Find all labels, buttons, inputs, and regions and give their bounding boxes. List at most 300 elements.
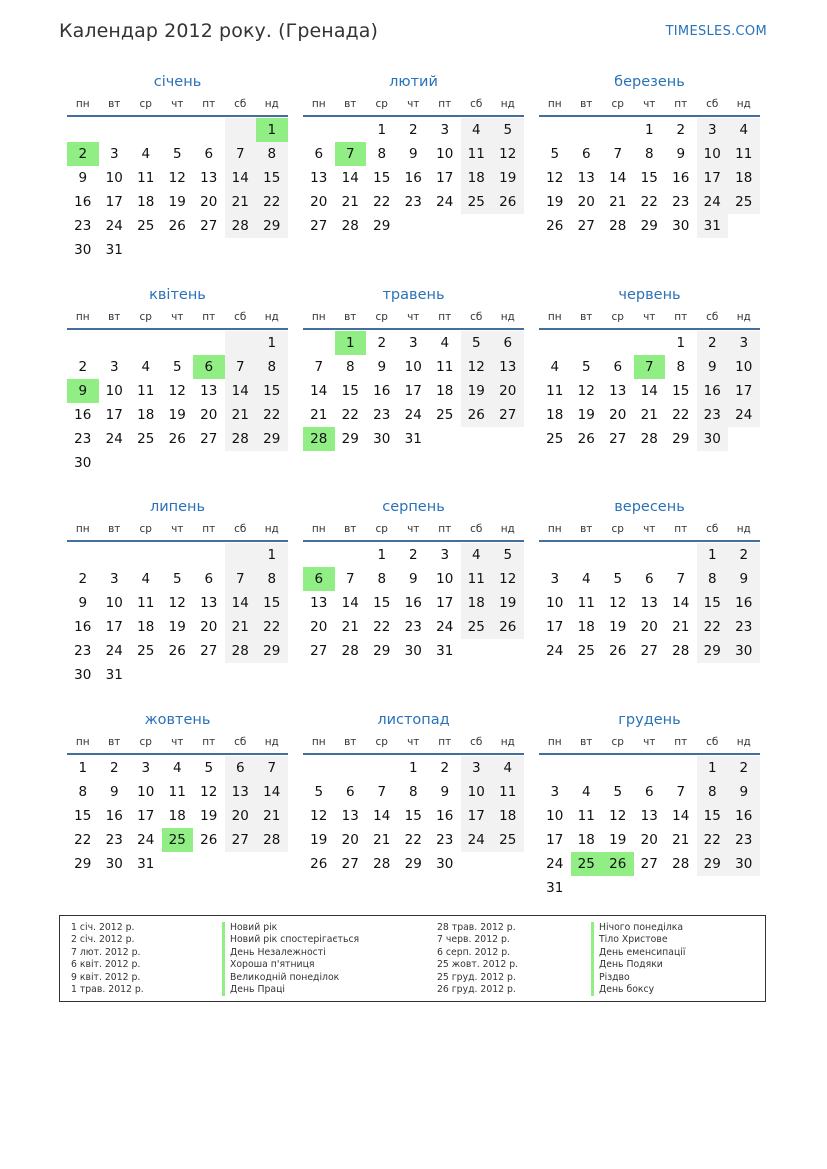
day-cell: 3 bbox=[697, 118, 729, 142]
weekday-label: нд bbox=[500, 98, 515, 110]
day-cell: 9 bbox=[78, 170, 88, 186]
day-cell: 16 bbox=[74, 619, 92, 635]
weekday-label: чт bbox=[407, 523, 420, 535]
weekday-label: чт bbox=[171, 523, 184, 535]
day-cell: 26 bbox=[609, 643, 627, 659]
day-cell: 23 bbox=[728, 615, 760, 639]
holiday-date: 7 лют. 2012 р. bbox=[71, 946, 141, 958]
day-cell: 14 bbox=[341, 170, 359, 186]
day-cell: 11 bbox=[168, 784, 186, 800]
weekday-label: пт bbox=[438, 523, 452, 535]
week-row bbox=[303, 403, 524, 427]
day-cell: 17 bbox=[436, 170, 454, 186]
empty-day-cell bbox=[539, 756, 571, 780]
weekday-label: нд bbox=[264, 98, 279, 110]
month-8 bbox=[303, 497, 524, 663]
holiday-day-cell: 1 bbox=[256, 118, 288, 142]
weekday-header bbox=[303, 306, 524, 330]
day-cell: 28 bbox=[341, 218, 359, 234]
day-cell: 13 bbox=[200, 595, 218, 611]
empty-day-cell bbox=[571, 543, 603, 567]
day-cell: 14 bbox=[373, 808, 391, 824]
day-cell: 9 bbox=[78, 595, 88, 611]
month-12 bbox=[539, 710, 760, 900]
empty-day-cell bbox=[99, 331, 131, 355]
month-name: квітень bbox=[149, 287, 206, 303]
day-cell: 24 bbox=[461, 828, 493, 852]
empty-day-cell bbox=[193, 238, 225, 262]
weekday-label: ср bbox=[611, 523, 624, 535]
legend-dates bbox=[437, 922, 518, 996]
day-cell: 30 bbox=[728, 852, 760, 876]
day-cell: 20 bbox=[310, 194, 328, 210]
month-name: червень bbox=[618, 287, 681, 303]
week-row bbox=[539, 543, 760, 567]
week-row bbox=[67, 828, 288, 852]
day-cell: 27 bbox=[200, 431, 218, 447]
day-cell: 15 bbox=[256, 379, 288, 403]
day-cell: 2 bbox=[78, 359, 88, 375]
day-cell: 13 bbox=[577, 170, 595, 186]
day-cell: 16 bbox=[404, 595, 422, 611]
month-9 bbox=[539, 497, 760, 663]
day-cell: 7 bbox=[225, 355, 257, 379]
week-row bbox=[539, 852, 760, 876]
day-cell: 19 bbox=[492, 166, 524, 190]
month-4 bbox=[67, 285, 288, 475]
day-cell: 24 bbox=[436, 194, 454, 210]
day-cell: 23 bbox=[436, 832, 454, 848]
weekday-label: пт bbox=[202, 98, 216, 110]
week-row bbox=[303, 166, 524, 190]
day-cell: 28 bbox=[341, 643, 359, 659]
day-cell: 14 bbox=[672, 595, 690, 611]
week-row bbox=[539, 756, 760, 780]
day-cell: 2 bbox=[78, 571, 88, 587]
day-cell: 8 bbox=[676, 359, 686, 375]
day-cell: 10 bbox=[546, 595, 564, 611]
day-cell: 2 bbox=[377, 335, 387, 351]
day-cell: 15 bbox=[672, 383, 690, 399]
empty-day-cell bbox=[225, 238, 257, 262]
day-cell: 29 bbox=[373, 218, 391, 234]
day-cell: 29 bbox=[373, 643, 391, 659]
day-cell: 17 bbox=[546, 619, 564, 635]
day-cell: 30 bbox=[74, 242, 92, 258]
weekday-label: сб bbox=[470, 311, 483, 323]
weekday-label: сб bbox=[470, 523, 483, 535]
week-row bbox=[67, 852, 288, 876]
day-cell: 5 bbox=[550, 146, 560, 162]
day-cell: 21 bbox=[310, 407, 328, 423]
weekday-label: нд bbox=[264, 736, 279, 748]
weekday-label: пн bbox=[311, 98, 326, 110]
holiday-date: 1 трав. 2012 р. bbox=[71, 983, 144, 995]
day-cell: 29 bbox=[341, 431, 359, 447]
week-row bbox=[303, 828, 524, 852]
empty-day-cell bbox=[256, 451, 288, 475]
day-cell: 19 bbox=[168, 407, 186, 423]
week-row bbox=[303, 591, 524, 615]
day-cell: 16 bbox=[373, 383, 391, 399]
weekday-label: пн bbox=[75, 98, 90, 110]
empty-day-cell bbox=[162, 663, 194, 687]
weekday-label: сб bbox=[234, 736, 247, 748]
day-cell: 3 bbox=[440, 547, 450, 563]
month-name: травень bbox=[382, 287, 445, 303]
day-cell: 12 bbox=[461, 355, 493, 379]
week-row bbox=[303, 780, 524, 804]
day-cell: 6 bbox=[492, 331, 524, 355]
day-cell: 14 bbox=[341, 595, 359, 611]
day-cell: 23 bbox=[697, 403, 729, 427]
day-cell: 17 bbox=[105, 407, 123, 423]
day-cell: 7 bbox=[377, 784, 387, 800]
weekday-label: пн bbox=[547, 736, 562, 748]
week-row bbox=[539, 804, 760, 828]
holiday-date: 6 серп. 2012 р. bbox=[437, 946, 511, 958]
day-cell: 27 bbox=[577, 218, 595, 234]
day-cell: 14 bbox=[310, 383, 328, 399]
day-cell: 30 bbox=[373, 431, 391, 447]
empty-day-cell bbox=[193, 663, 225, 687]
day-cell: 28 bbox=[225, 639, 257, 663]
holiday-date: 6 квіт. 2012 р. bbox=[71, 959, 141, 971]
day-cell: 28 bbox=[225, 427, 257, 451]
day-cell: 24 bbox=[697, 190, 729, 214]
empty-day-cell bbox=[225, 663, 257, 687]
day-cell: 8 bbox=[644, 146, 654, 162]
day-cell: 26 bbox=[546, 218, 564, 234]
day-cell: 13 bbox=[310, 170, 328, 186]
day-cell: 24 bbox=[436, 619, 454, 635]
weekday-label: ср bbox=[611, 98, 624, 110]
day-cell: 28 bbox=[672, 643, 690, 659]
weekday-label: пт bbox=[438, 311, 452, 323]
day-cell: 10 bbox=[105, 170, 123, 186]
weekday-label: вт bbox=[344, 523, 357, 535]
day-cell: 25 bbox=[461, 190, 493, 214]
day-cell: 6 bbox=[204, 571, 214, 587]
day-cell: 4 bbox=[492, 756, 524, 780]
holiday-name: Різдво bbox=[591, 972, 685, 984]
day-cell: 27 bbox=[640, 856, 658, 872]
day-cell: 23 bbox=[404, 194, 422, 210]
day-cell: 9 bbox=[697, 355, 729, 379]
day-cell: 25 bbox=[461, 615, 493, 639]
day-cell: 28 bbox=[225, 214, 257, 238]
day-cell: 22 bbox=[373, 194, 391, 210]
week-row bbox=[539, 780, 760, 804]
week-row bbox=[67, 615, 288, 639]
day-cell: 16 bbox=[436, 808, 454, 824]
holiday-name: День Подяки bbox=[591, 959, 685, 971]
empty-day-cell bbox=[335, 118, 367, 142]
week-row bbox=[539, 214, 760, 238]
day-cell: 14 bbox=[225, 379, 257, 403]
day-cell: 27 bbox=[640, 643, 658, 659]
day-cell: 22 bbox=[256, 403, 288, 427]
week-row bbox=[539, 190, 760, 214]
month-name: січень bbox=[153, 74, 202, 90]
week-row bbox=[539, 615, 760, 639]
month-name: лютий bbox=[389, 74, 438, 90]
weekday-label: пт bbox=[674, 98, 688, 110]
week-row bbox=[303, 190, 524, 214]
empty-day-cell bbox=[602, 543, 634, 567]
weekday-label: пт bbox=[438, 736, 452, 748]
day-cell: 12 bbox=[577, 383, 595, 399]
day-cell: 31 bbox=[105, 667, 123, 683]
day-cell: 4 bbox=[141, 359, 151, 375]
day-cell: 18 bbox=[137, 194, 155, 210]
holiday-name: Новий рік спостерігається bbox=[222, 934, 359, 946]
day-cell: 30 bbox=[436, 856, 454, 872]
day-cell: 15 bbox=[373, 595, 391, 611]
day-cell: 22 bbox=[697, 615, 729, 639]
day-cell: 21 bbox=[225, 190, 257, 214]
day-cell: 18 bbox=[461, 166, 493, 190]
empty-day-cell bbox=[665, 543, 697, 567]
day-cell: 8 bbox=[697, 780, 729, 804]
day-cell: 15 bbox=[74, 808, 92, 824]
week-row bbox=[67, 190, 288, 214]
day-cell: 6 bbox=[644, 784, 654, 800]
empty-day-cell bbox=[398, 214, 430, 238]
empty-day-cell bbox=[193, 118, 225, 142]
holiday-day-cell: 6 bbox=[303, 567, 335, 591]
day-cell: 12 bbox=[609, 808, 627, 824]
day-cell: 25 bbox=[728, 190, 760, 214]
weekday-label: нд bbox=[736, 311, 751, 323]
holiday-day-cell: 9 bbox=[67, 379, 99, 403]
day-cell: 20 bbox=[225, 804, 257, 828]
day-cell: 29 bbox=[697, 852, 729, 876]
day-cell: 8 bbox=[697, 567, 729, 591]
day-cell: 22 bbox=[672, 407, 690, 423]
week-row bbox=[303, 804, 524, 828]
weekday-label: пн bbox=[311, 311, 326, 323]
week-row bbox=[67, 142, 288, 166]
week-row bbox=[67, 567, 288, 591]
day-cell: 11 bbox=[461, 567, 493, 591]
day-cell: 23 bbox=[672, 194, 690, 210]
day-cell: 5 bbox=[172, 146, 182, 162]
day-cell: 18 bbox=[137, 619, 155, 635]
day-cell: 2 bbox=[697, 331, 729, 355]
day-cell: 19 bbox=[546, 194, 564, 210]
empty-day-cell bbox=[728, 427, 760, 451]
month-name: грудень bbox=[618, 712, 681, 728]
weekday-label: чт bbox=[407, 98, 420, 110]
day-cell: 1 bbox=[697, 756, 729, 780]
weekday-label: сб bbox=[234, 98, 247, 110]
week-row bbox=[303, 615, 524, 639]
week-row bbox=[539, 567, 760, 591]
empty-day-cell bbox=[225, 331, 257, 355]
day-cell: 12 bbox=[310, 808, 328, 824]
week-row bbox=[539, 591, 760, 615]
weekday-label: пн bbox=[311, 523, 326, 535]
holiday-name: День еменсипації bbox=[591, 947, 685, 959]
day-cell: 13 bbox=[200, 170, 218, 186]
week-row bbox=[539, 379, 760, 403]
day-cell: 20 bbox=[609, 407, 627, 423]
day-cell: 31 bbox=[436, 643, 454, 659]
day-cell: 31 bbox=[404, 431, 422, 447]
empty-day-cell bbox=[193, 543, 225, 567]
empty-day-cell bbox=[461, 852, 493, 876]
weekday-header bbox=[303, 93, 524, 117]
day-cell: 5 bbox=[172, 359, 182, 375]
weekday-label: сб bbox=[234, 523, 247, 535]
day-cell: 14 bbox=[256, 780, 288, 804]
day-cell: 10 bbox=[436, 571, 454, 587]
day-cell: 20 bbox=[310, 619, 328, 635]
day-cell: 28 bbox=[256, 828, 288, 852]
day-cell: 3 bbox=[440, 122, 450, 138]
day-cell: 2 bbox=[440, 760, 450, 776]
week-row bbox=[67, 331, 288, 355]
day-cell: 29 bbox=[256, 427, 288, 451]
weekday-label: пт bbox=[202, 311, 216, 323]
empty-day-cell bbox=[665, 876, 697, 900]
empty-day-cell bbox=[130, 451, 162, 475]
day-cell: 24 bbox=[105, 431, 123, 447]
week-row bbox=[539, 355, 760, 379]
day-cell: 3 bbox=[461, 756, 493, 780]
day-cell: 24 bbox=[105, 218, 123, 234]
day-cell: 2 bbox=[109, 760, 119, 776]
day-cell: 5 bbox=[613, 571, 623, 587]
empty-day-cell bbox=[130, 543, 162, 567]
month-5 bbox=[303, 285, 524, 451]
day-cell: 13 bbox=[200, 383, 218, 399]
day-cell: 17 bbox=[105, 619, 123, 635]
holiday-day-cell: 7 bbox=[335, 142, 367, 166]
site-link[interactable]: TIMESLES.COM bbox=[665, 24, 767, 39]
weekday-label: вт bbox=[580, 523, 593, 535]
day-cell: 15 bbox=[373, 170, 391, 186]
day-cell: 14 bbox=[225, 166, 257, 190]
empty-day-cell bbox=[193, 852, 225, 876]
day-cell: 15 bbox=[341, 383, 359, 399]
day-cell: 21 bbox=[373, 832, 391, 848]
day-cell: 6 bbox=[613, 359, 623, 375]
day-cell: 29 bbox=[256, 214, 288, 238]
day-cell: 27 bbox=[310, 218, 328, 234]
day-cell: 2 bbox=[408, 122, 418, 138]
weekday-label: чт bbox=[171, 311, 184, 323]
day-cell: 16 bbox=[74, 194, 92, 210]
week-row bbox=[539, 166, 760, 190]
day-cell: 20 bbox=[577, 194, 595, 210]
day-cell: 6 bbox=[204, 146, 214, 162]
day-cell: 10 bbox=[697, 142, 729, 166]
week-row bbox=[67, 756, 288, 780]
empty-day-cell bbox=[634, 331, 666, 355]
day-cell: 14 bbox=[672, 808, 690, 824]
holiday-date: 25 жовт. 2012 р. bbox=[437, 959, 519, 971]
day-cell: 28 bbox=[373, 856, 391, 872]
empty-day-cell bbox=[335, 756, 367, 780]
day-cell: 17 bbox=[546, 832, 564, 848]
empty-day-cell bbox=[303, 543, 335, 567]
weekday-header bbox=[67, 518, 288, 542]
day-cell: 5 bbox=[461, 331, 493, 355]
day-cell: 7 bbox=[314, 359, 324, 375]
legend-dates bbox=[71, 922, 144, 996]
day-cell: 7 bbox=[256, 756, 288, 780]
day-cell: 15 bbox=[404, 808, 422, 824]
day-cell: 7 bbox=[225, 142, 257, 166]
day-cell: 15 bbox=[256, 166, 288, 190]
empty-day-cell bbox=[162, 118, 194, 142]
day-cell: 25 bbox=[137, 643, 155, 659]
day-cell: 24 bbox=[105, 643, 123, 659]
holiday-date: 1 січ. 2012 р. bbox=[71, 922, 135, 933]
holiday-day-cell: 28 bbox=[303, 427, 335, 451]
empty-day-cell bbox=[162, 331, 194, 355]
day-cell: 11 bbox=[436, 359, 454, 375]
day-cell: 1 bbox=[256, 331, 288, 355]
day-cell: 12 bbox=[168, 170, 186, 186]
weekday-header bbox=[67, 306, 288, 330]
day-cell: 13 bbox=[609, 383, 627, 399]
day-cell: 13 bbox=[341, 808, 359, 824]
day-cell: 17 bbox=[436, 595, 454, 611]
holiday-date: 9 квіт. 2012 р. bbox=[71, 971, 141, 983]
empty-day-cell bbox=[303, 756, 335, 780]
weekday-label: вт bbox=[344, 736, 357, 748]
month-name: листопад bbox=[377, 712, 450, 728]
weekday-label: пт bbox=[202, 736, 216, 748]
weekday-label: ср bbox=[611, 311, 624, 323]
week-row bbox=[539, 331, 760, 355]
day-cell: 12 bbox=[168, 383, 186, 399]
week-row bbox=[67, 118, 288, 142]
day-cell: 30 bbox=[74, 667, 92, 683]
weekday-label: пт bbox=[438, 98, 452, 110]
empty-day-cell bbox=[634, 543, 666, 567]
day-cell: 24 bbox=[546, 643, 564, 659]
day-cell: 29 bbox=[404, 856, 422, 872]
weekday-label: пн bbox=[75, 736, 90, 748]
weekday-label: нд bbox=[500, 736, 515, 748]
day-cell: 28 bbox=[672, 856, 690, 872]
day-cell: 9 bbox=[109, 784, 119, 800]
weekday-label: пн bbox=[547, 98, 562, 110]
day-cell: 19 bbox=[168, 194, 186, 210]
empty-day-cell bbox=[99, 451, 131, 475]
day-cell: 20 bbox=[200, 619, 218, 635]
week-row bbox=[67, 639, 288, 663]
empty-day-cell bbox=[571, 756, 603, 780]
empty-day-cell bbox=[225, 451, 257, 475]
empty-day-cell bbox=[67, 331, 99, 355]
day-cell: 19 bbox=[609, 832, 627, 848]
day-cell: 20 bbox=[492, 379, 524, 403]
day-cell: 18 bbox=[577, 832, 595, 848]
day-cell: 21 bbox=[609, 194, 627, 210]
day-cell: 19 bbox=[200, 808, 218, 824]
weekday-label: вт bbox=[580, 98, 593, 110]
day-cell: 10 bbox=[546, 808, 564, 824]
day-cell: 30 bbox=[105, 856, 123, 872]
day-cell: 21 bbox=[672, 832, 690, 848]
empty-day-cell bbox=[461, 427, 493, 451]
day-cell: 10 bbox=[105, 595, 123, 611]
